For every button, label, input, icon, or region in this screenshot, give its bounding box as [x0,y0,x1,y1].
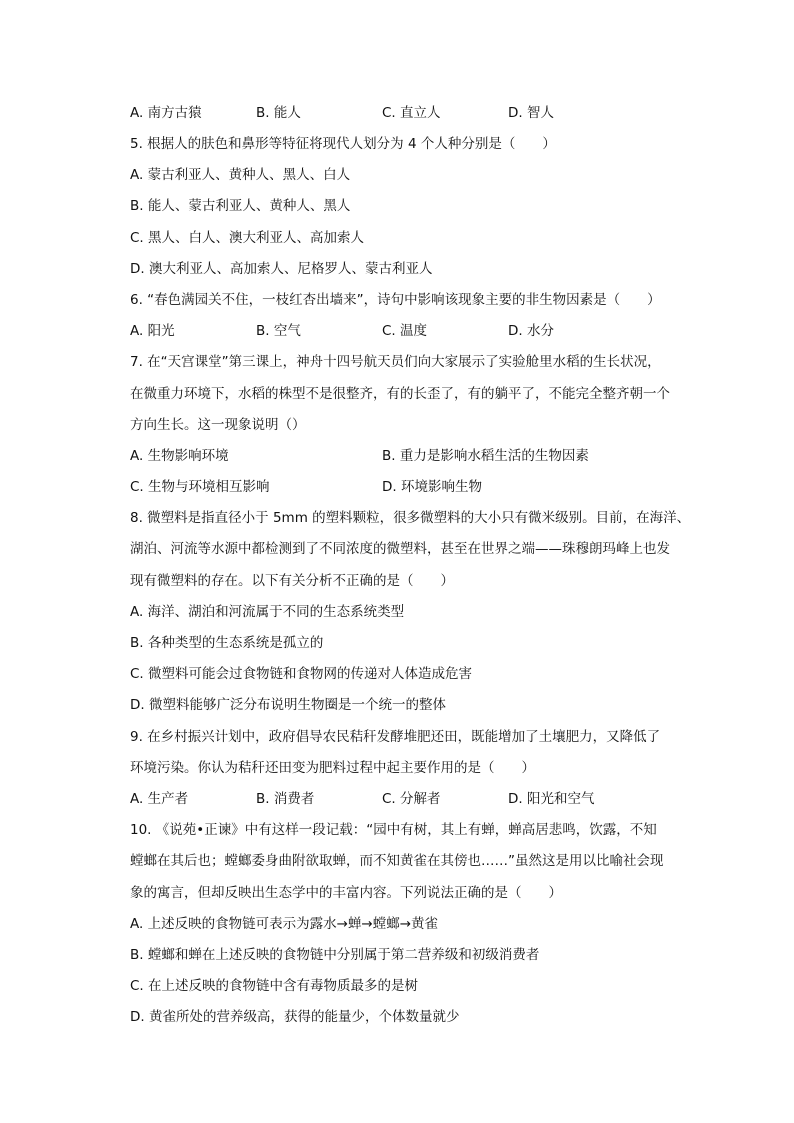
q6-option-c: C. 温度 [382,323,428,339]
q8-option-d: D. 微塑料能够广泛分布说明生物圈是一个统一的整体 [130,697,446,713]
q7-stem-line-3: 方向生长。这一现象说明（） [130,417,306,433]
q10-option-d: D. 黄雀所处的营养级高，获得的能量少，个体数量就少 [130,1009,460,1025]
q9-option-d: D. 阳光和空气 [508,791,595,807]
q7-stem-line-2: 在微重力环境下，水稻的株型不是很整齐，有的长歪了，有的躺平了，不能完全整齐朝一个 [130,386,670,402]
q10-stem-line-1: 10. 《说苑•正谏》中有这样一段记载：“园中有树，其上有蝉，蝉高居悲鸣，饮露，不知 [130,822,657,838]
q6-option-a: A. 阳光 [130,323,175,339]
q8-stem-line-1: 8. 微塑料是指直径小于 5mm 的塑料颗粒，很多微塑料的大小只有微米级别。目前，在海洋、 [130,510,691,526]
q7-option-a: A. 生物影响环境 [130,448,229,464]
q7-option-b: B. 重力是影响水稻生活的生物因素 [382,448,589,464]
q5-stem: 5. 根据人的肤色和鼻形等特征将现代人划分为 4 个人种分别是（ ） [130,136,556,152]
q7-stem-line-1: 7. 在“天宫课堂”第三课上，神舟十四号航天员们向大家展示了实验舱里水稻的生长状况， [130,354,661,370]
q6-stem: 6. “春色满园关不住，一枝红杏出墙来”，诗句中影响该现象主要的非生物因素是（ ） [130,292,661,308]
q4-option-d: D. 智人 [508,105,554,121]
q7-option-c: C. 生物与环境相互影响 [130,479,270,495]
q10-stem-line-2: 螳螂在其后也；螳螂委身曲附欲取蝉，而不知黄雀在其傍也……”虽然这是用以比喻社会现 [130,853,664,869]
q4-option-b: B. 能人 [256,105,301,121]
q8-option-a: A. 海洋、湖泊和河流属于不同的生态系统类型 [130,604,405,620]
q10-option-b: B. 螳螂和蝉在上述反映的食物链中分别属于第二营养级和初级消费者 [130,947,540,963]
q10-option-c: C. 在上述反映的食物链中含有毒物质最多的是树 [130,978,419,994]
q9-option-b: B. 消费者 [256,791,315,807]
q8-option-c: C. 微塑料可能会过食物链和食物网的传递对人体造成危害 [130,666,473,682]
q8-stem-line-2: 湖泊、河流等水源中都检测到了不同浓度的微塑料，甚至在世界之端——珠穆朗玛峰上也发 [130,541,670,557]
q9-stem-line-1: 9. 在乡村振兴计划中，政府倡导农民秸秆发酵堆肥还田，既能增加了土壤肥力，又降低了 [130,729,661,745]
q9-stem-line-2: 环境污染。你认为秸秆还田变为肥料过程中起主要作用的是（ ） [130,760,535,776]
q10-option-a: A. 上述反映的食物链可表示为露水→蝉→螳螂→黄雀 [130,916,439,932]
q5-option-b: B. 能人、蒙古利亚人、黄种人、黑人 [130,198,351,214]
q5-option-d: D. 澳大利亚人、高加索人、尼格罗人、蒙古利亚人 [130,261,433,277]
q4-option-c: C. 直立人 [382,105,441,121]
q8-option-b: B. 各种类型的生态系统是孤立的 [130,635,324,651]
q6-option-d: D. 水分 [508,323,554,339]
q7-option-d: D. 环境影响生物 [382,479,482,495]
q9-option-a: A. 生产者 [130,791,189,807]
q5-option-a: A. 蒙古利亚人、黄种人、黑人、白人 [130,167,351,183]
q8-stem-line-3: 现有微塑料的存在。以下有关分析不正确的是（ ） [130,573,454,589]
q6-option-b: B. 空气 [256,323,301,339]
q9-option-c: C. 分解者 [382,791,441,807]
q10-stem-line-3: 象的寓言，但却反映出生态学中的丰富内容。下列说法正确的是（ ） [130,885,562,901]
q4-option-a: A. 南方古猿 [130,105,202,121]
q5-option-c: C. 黑人、白人、澳大利亚人、高加索人 [130,230,365,246]
